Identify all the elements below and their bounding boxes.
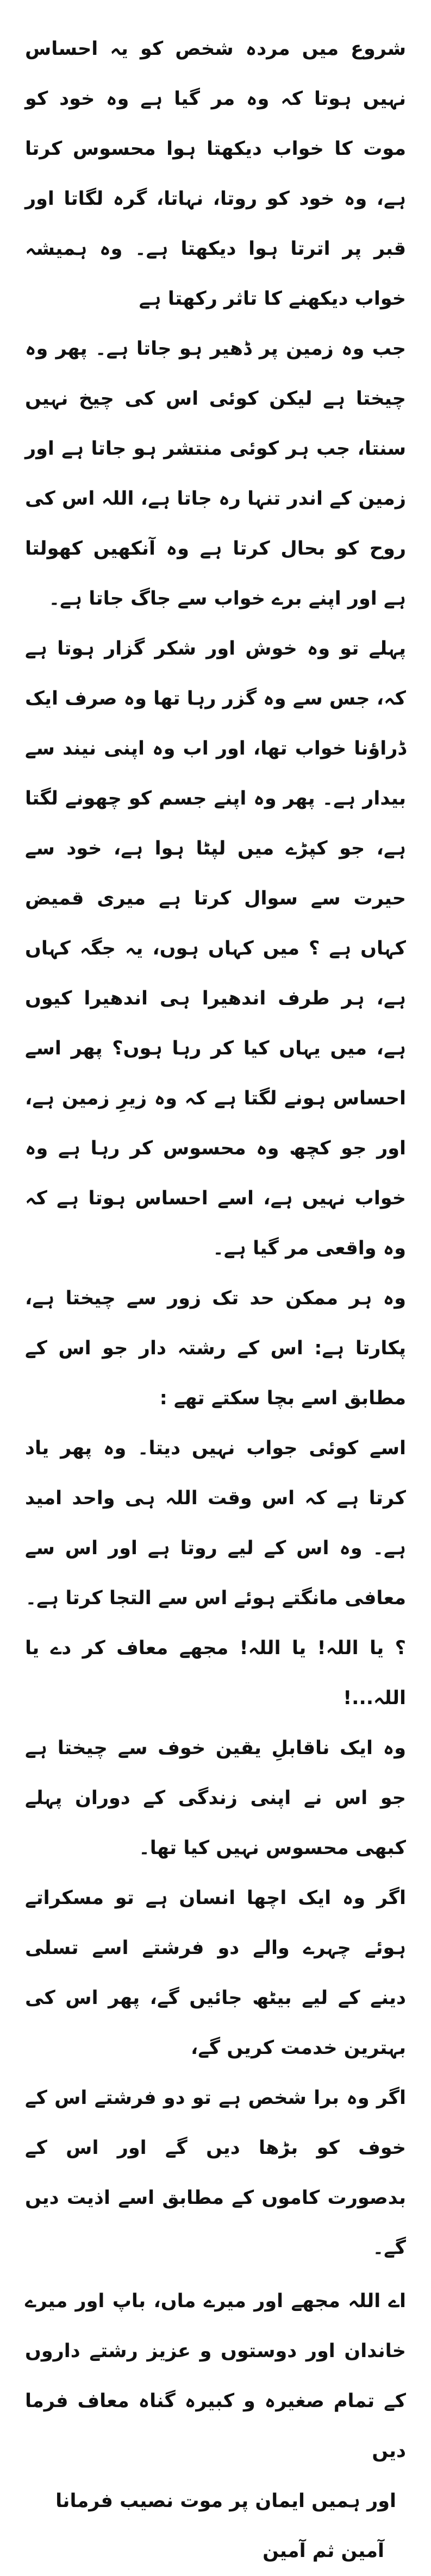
paragraph-prayer: اے اللہ مجھے اور میرے ماں، باپ اور میرے خاندان اور دوستوں و عزیز رشتے داروں کے تمام صغیرہ و کبیرہ گناہ معاف فرما دیں — [25, 2290, 406, 2462]
paragraph-plea: ؟ یا اللہ! یا اللہ! مجھے معاف کر دے یا اللہ...! — [25, 1637, 406, 1709]
closing-line-amen: آمین ثم آمین — [263, 2540, 384, 2562]
paragraph-good-person: اگر وہ ایک اچھا انسان ہے تو مسکراتے ہوئے چہرے والے دو فرشتے اسے تسلی دینے کے لیے بیٹھ جائیں گے، پھر اس کی بہترین خدمت کریں گے، — [25, 1887, 406, 2059]
paragraph-bad-person: اگر وہ برا شخص ہے تو دو فرشتے اس کے خوف کو بڑھا دیں گے اور اس کے بدصورت کاموں کے مطابق اسے اذیت دیں گے۔ — [25, 2087, 406, 2259]
closing-line-faith: اور ہمیں ایمان پر موت نصیب فرمانا — [55, 2490, 396, 2512]
paragraph-calling-relatives: وہ ہر ممکن حد تک زور سے چیختا ہے، پکارتا ہے: اس کے رشتہ دار جو اس کے مطابق اسے بچا سکتے تھے : — [25, 1287, 406, 1409]
paragraph-fear: وہ ایک ناقابلِ یقین خوف سے چیختا ہے جو اس نے اپنی زندگی کے دوران پہلے کبھی محسوس نہیں کیا تھا۔ — [25, 1737, 406, 1859]
paragraph-no-answer: اسے کوئی جواب نہیں دیتا۔ وہ پھر یاد کرتا ہے کہ اس وقت اللہ ہی واحد امید ہے۔ وہ اس کے لیے روتا ہے اور اس سے معافی مانگتے ہوئے اس سے التجا کرتا ہے۔ — [25, 1437, 406, 1609]
paragraph-realization: پہلے تو وہ خوش اور شکر گزار ہوتا ہے کہ، جس سے وہ گزر رہا تھا وہ صرف ایک ڈراؤنا خواب تھا، اور اب وہ اپنی نیند سے بیدار ہے۔ پھر وہ اپنے جسم کو چھونے لگتا ہے، جو کپڑے میں لپٹا ہوا ہے، خود سے حیرت سے سوال کرتا ہے میری قمیض کہاں ہے ؟ میں کہاں ہوں، یہ جگہ کہاں ہے، ہر طرف اندھیرا ہی اندھیرا کیوں ہے، میں یہاں کیا کر رہا ہوں؟ پھر اسے احساس ہونے لگتا ہے کہ وہ زیرِ زمین ہے، اور جو کچھ وہ محسوس کر رہا ہے وہ خواب نہیں ہے، اسے احساس ہوتا ہے کہ وہ واقعی مر گیا ہے۔ — [25, 638, 406, 1259]
paragraph-awakening-in-grave: جب وہ زمین پر ڈھیر ہو جاتا ہے۔ پھر وہ چیختا ہے لیکن کوئی اس کی چیخ نہیں سنتا، جب ہر کوئی منتشر ہو جاتا ہے اور زمین کے اندر تنہا رہ جاتا ہے، اللہ اس کی روح کو بحال کرتا ہے وہ آنکھیں کھولتا ہے اور اپنے برے خواب سے جاگ جاتا ہے۔ — [25, 338, 406, 610]
paragraph-dream-of-death: شروع میں مردہ شخص کو یہ احساس نہیں ہوتا کہ وہ مر گیا ہے وہ خود کو موت کا خواب دیکھتا ہوا محسوس کرتا ہے، وہ خود کو روتا، نہاتا، گرہ لگاتا اور قبر پر اترتا ہوا دیکھتا ہے۔ وہ ہمیشہ خواب دیکھنے کا تاثر رکھتا ہے — [25, 38, 406, 310]
